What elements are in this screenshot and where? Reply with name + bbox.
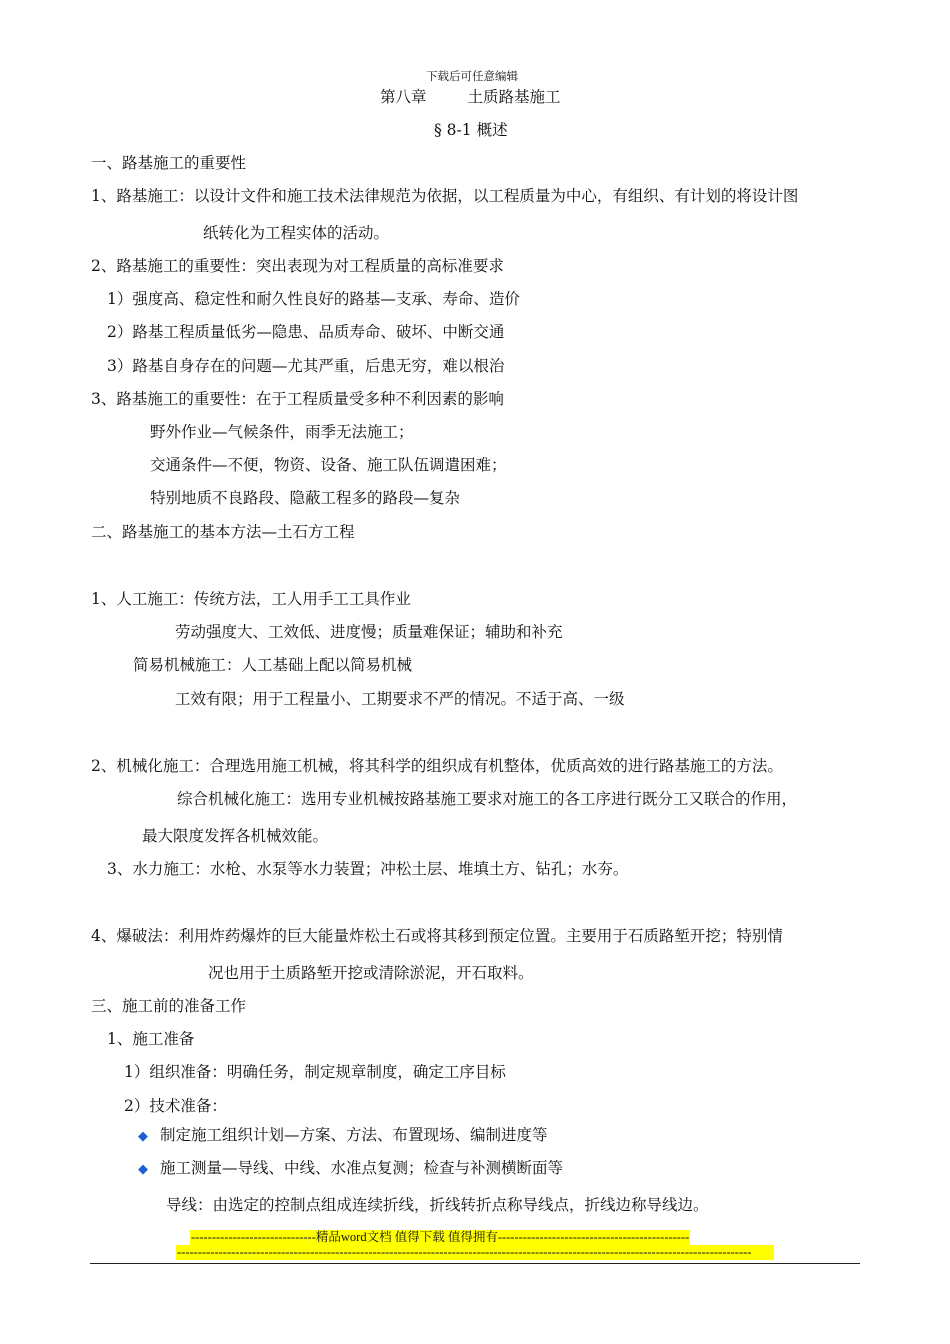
body-line: 野外作业—气候条件，雨季无法施工； xyxy=(150,423,414,441)
body-line: 4、爆破法：利用炸药爆炸的巨大能量炸松土石或将其移到预定位置。主要用于石质路堑开挖；特别情 xyxy=(91,927,783,945)
body-line: 1）组织准备：明确任务，制定规章制度，确定工序目标 xyxy=(124,1063,506,1081)
body-line: 2、机械化施工：合理选用施工机械，将其科学的组织成有机整体，优质高效的进行路基施工的方法。 xyxy=(91,757,783,775)
body-line: 1、路基施工：以设计文件和施工技术法律规范为依据，以工程质量为中心，有组织、有计划的将设计图 xyxy=(91,187,799,205)
body-line: 导线：由选定的控制点组成连续折线，折线转折点称导线点，折线边称导线边。 xyxy=(166,1196,709,1214)
body-line: 3）路基自身存在的问题—尤其严重，后患无穷，难以根治 xyxy=(107,357,505,375)
body-line: 3、水力施工：水枪、水泵等水力装置；冲松土层、堆填土方、钻孔；水夯。 xyxy=(107,860,629,878)
body-line: 1、人工施工：传统方法，工人用手工工具作业 xyxy=(91,590,411,608)
body-line: 2、路基施工的重要性：突出表现为对工程质量的高标准要求 xyxy=(91,257,504,275)
body-line: 2）技术准备： xyxy=(124,1097,227,1115)
body-line: 最大限度发挥各机械效能。 xyxy=(142,827,329,845)
header-note: 下载后可任意编辑 xyxy=(426,69,518,83)
chapter-number: 第八章 xyxy=(380,88,427,106)
body-line: 1）强度高、稳定性和耐久性良好的路基—支承、寿命、造价 xyxy=(107,290,520,308)
body-line: 综合机械化施工：选用专业机械按路基施工要求对施工的各工序进行既分工又联合的作用， xyxy=(177,790,798,808)
body-line: 1、施工准备 xyxy=(107,1030,195,1048)
bullet-text: 制定施工组织计划—方案、方法、布置现场、编制进度等 xyxy=(160,1126,548,1144)
bullet-item xyxy=(138,1125,548,1147)
body-line: 三、施工前的准备工作 xyxy=(91,997,247,1015)
body-line: 2）路基工程质量低劣—隐患、品质寿命、破坏、中断交通 xyxy=(107,323,505,341)
chapter-heading xyxy=(380,87,560,107)
footer-banner-line1: ------------------------------精品word文档 值得下载 值得拥有---------------------------------------------- xyxy=(191,1230,690,1244)
footer-divider xyxy=(90,1263,860,1264)
bullet-text: 施工测量—导线、中线、水准点复测；检查与补测横断面等 xyxy=(160,1159,564,1177)
blue-diamond-icon: ◆ xyxy=(138,1129,148,1144)
section-heading: § 8-1 概述 xyxy=(434,121,508,139)
body-line: 况也用于土质路堑开挖或清除淤泥，开石取料。 xyxy=(208,964,534,982)
blue-diamond-icon: ◆ xyxy=(138,1162,148,1177)
body-line: 一、路基施工的重要性 xyxy=(91,154,247,172)
body-line: 特别地质不良路段、隐蔽工程多的路段—复杂 xyxy=(150,489,461,507)
chapter-title: 土质路基施工 xyxy=(467,88,561,106)
body-line: 二、路基施工的基本方法—土石方工程 xyxy=(91,523,355,541)
body-line: 简易机械施工：人工基础上配以简易机械 xyxy=(133,656,413,674)
body-line: 交通条件—不便，物资、设备、施工队伍调遣困难； xyxy=(150,456,507,474)
body-line: 3、路基施工的重要性：在于工程质量受多种不利因素的影响 xyxy=(91,390,504,408)
body-line: 纸转化为工程实体的活动。 xyxy=(203,224,390,242)
footer-banner-line2: ------------------------------------------------------------------------------------------------------------------------------------------ xyxy=(176,1245,774,1260)
body-line: 劳动强度大、工效低、进度慢；质量难保证；辅助和补充 xyxy=(175,623,563,641)
body-line: 工效有限；用于工程量小、工期要求不严的情况。不适于高、一级 xyxy=(175,690,625,708)
bullet-item xyxy=(138,1158,563,1180)
